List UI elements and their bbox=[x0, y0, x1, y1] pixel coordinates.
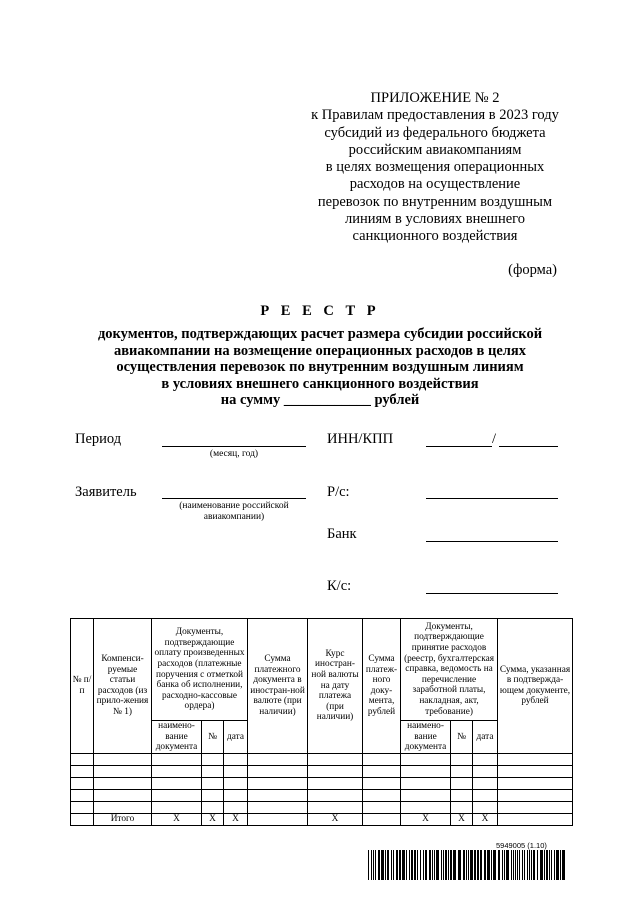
table-row bbox=[71, 801, 573, 813]
subtitle-line: на сумму ____________ рублей bbox=[220, 392, 420, 409]
period-label: Период bbox=[75, 431, 122, 447]
col-header-sum-rub: Сумма платеж-ного доку-мента, рублей bbox=[363, 619, 401, 754]
inn-field[interactable] bbox=[426, 446, 492, 447]
col-header-sum-confirm: Сумма, указанная в подтвержда-ющем документе, рублей bbox=[498, 619, 573, 754]
ks-field[interactable] bbox=[426, 593, 558, 594]
total-x: X bbox=[152, 813, 202, 825]
subtitle-line: осуществления перевозок по внутренним воздушным линиям bbox=[116, 359, 524, 376]
total-label: Итого bbox=[94, 813, 152, 825]
ks-label: К/с: bbox=[327, 578, 352, 594]
register-table bbox=[70, 618, 573, 826]
subheader-doc-name: наимено-вание документа bbox=[152, 721, 202, 754]
col-header-comp: Компенси-руемые статьи расходов (из прило-жения № 1) bbox=[94, 619, 152, 754]
inn-kpp-label: ИНН/КПП bbox=[327, 431, 394, 447]
subheader-doc-name: наимено-вание документа bbox=[401, 721, 451, 754]
total-row bbox=[71, 813, 573, 825]
total-x: X bbox=[202, 813, 224, 825]
col-header-sum-foreign: Сумма платежного документа в иностран-ной валюте (при наличии) bbox=[248, 619, 308, 754]
total-x: X bbox=[401, 813, 451, 825]
form-label: (форма) bbox=[508, 262, 557, 278]
inn-separator: / bbox=[492, 431, 497, 447]
subtitle-line: в условиях внешнего санкционного воздействия bbox=[161, 375, 479, 392]
subheader-doc-date: дата bbox=[473, 721, 498, 754]
col-header-num: № п/п bbox=[71, 619, 94, 754]
subheader-doc-num: № bbox=[202, 721, 224, 754]
total-x: X bbox=[473, 813, 498, 825]
subheader-doc-date: дата bbox=[224, 721, 248, 754]
subtitle-line: документов, подтверждающих расчет размера субсидии российской bbox=[97, 326, 543, 342]
appendix-line: к Правилам предоставления в 2023 году bbox=[311, 107, 559, 124]
barcode-number: 5949005 (1.10) bbox=[496, 841, 547, 850]
table-row bbox=[71, 777, 573, 789]
table-row bbox=[71, 789, 573, 801]
period-hint: (месяц, год) bbox=[209, 449, 259, 459]
applicant-hint bbox=[162, 501, 306, 523]
col-header-acceptdocs: Документы, подтверждающие принятие расходов (реестр, бухгалтерская справка, ведомость на перечисление заработной платы, накладная, акт, требование) bbox=[401, 619, 498, 721]
col-header-paydocs: Документы, подтверждающие оплату произведенных расходов (платежные поручения с отметкой банка об исполнении, расходно-кассовые ордера) bbox=[152, 619, 248, 721]
total-x: X bbox=[451, 813, 473, 825]
period-field[interactable] bbox=[162, 446, 306, 447]
appendix-line: санкционного воздействия bbox=[352, 228, 518, 245]
applicant-hint-line: авиакомпании) bbox=[203, 512, 265, 522]
table-row bbox=[71, 753, 573, 765]
bank-label: Банк bbox=[327, 526, 357, 542]
appendix-line: в целях возмещения операционных bbox=[325, 159, 545, 176]
appendix-line: линиям в условиях внешнего bbox=[344, 211, 526, 228]
total-x: X bbox=[224, 813, 248, 825]
rs-label: Р/с: bbox=[327, 484, 350, 500]
applicant-label: Заявитель bbox=[75, 484, 137, 500]
appendix-line: ПРИЛОЖЕНИЕ № 2 bbox=[370, 90, 500, 106]
appendix-block bbox=[300, 90, 570, 246]
col-header-rate: Курс иностран-ной валюты на дату платежа (при наличии) bbox=[308, 619, 363, 754]
applicant-field[interactable] bbox=[162, 498, 306, 499]
document-title: Р Е Е С Т Р bbox=[260, 303, 380, 319]
total-x: X bbox=[308, 813, 363, 825]
appendix-line: перевозок по внутренним воздушным bbox=[317, 193, 553, 210]
kpp-field[interactable] bbox=[499, 446, 558, 447]
bank-field[interactable] bbox=[426, 541, 558, 542]
appendix-line: субсидий из федерального бюджета bbox=[324, 124, 546, 141]
table-row bbox=[71, 765, 573, 777]
barcode-image bbox=[368, 850, 566, 880]
document-subtitle bbox=[60, 326, 580, 409]
rs-field[interactable] bbox=[426, 498, 558, 499]
subheader-doc-num: № bbox=[451, 721, 473, 754]
subtitle-line: авиакомпании на возмещение операционных расходов в целях bbox=[113, 342, 527, 359]
applicant-hint-line: (наименование российской bbox=[179, 501, 289, 511]
appendix-line: российским авиакомпаниям bbox=[348, 141, 522, 158]
appendix-line: расходов на осуществление bbox=[349, 176, 521, 193]
